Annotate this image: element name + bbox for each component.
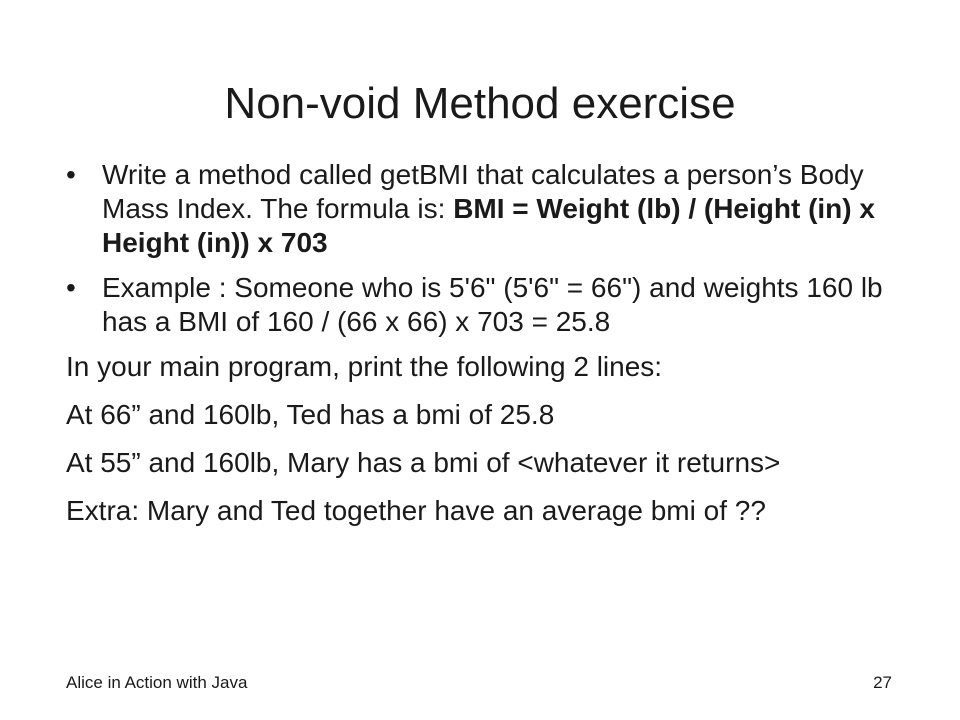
bullet-text: Write a method called getBMI that calculates a person’s Body Mass Index. The formula is: — [102, 159, 864, 224]
instruction-text: In your main program, print the following 2 lines: — [66, 351, 663, 382]
bmi-formula: BMI = Weight (lb) / (Height (in) x Height (in)) x 703 — [102, 193, 875, 258]
bullet-text: Example : Someone who is 5'6" (5'6" = 66") and weights 160 lb has a BMI of 160 / (66 x 66) x 703 = 25.8 — [102, 272, 883, 337]
slide-title: Non-void Method exercise — [224, 79, 736, 128]
slide-body — [66, 158, 906, 542]
bullet-dot-icon: • — [66, 272, 76, 303]
footer-page-number: 27 — [873, 673, 892, 692]
output-line-mary: At 55” and 160lb, Mary has a bmi of <whatever it returns> — [66, 447, 781, 478]
output-line-ted: At 66” and 160lb, Ted has a bmi of 25.8 — [66, 399, 555, 430]
bullet-item-example — [66, 271, 906, 339]
footer-course-title: Alice in Action with Java — [66, 673, 248, 692]
bullet-item-getbmi — [66, 158, 906, 260]
bullet-dot-icon: • — [66, 159, 76, 190]
extra-exercise-text: Extra: Mary and Ted together have an average bmi of ?? — [66, 495, 766, 526]
